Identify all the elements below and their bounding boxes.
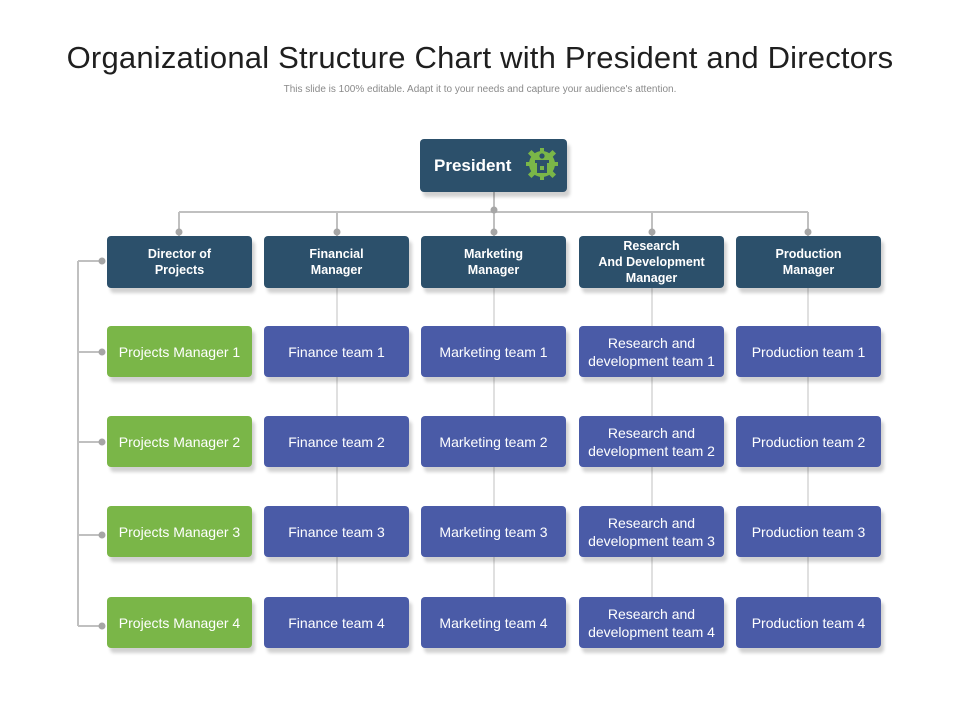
research-team-box: Research and development team 2 <box>579 416 724 467</box>
director-box-marketing: Marketing Manager <box>421 236 566 288</box>
marketing-team-box: Marketing team 3 <box>421 506 566 557</box>
marketing-team-box: Marketing team 4 <box>421 597 566 648</box>
podium-gear-icon <box>525 147 559 181</box>
page-title: Organizational Structure Chart with President and Directors <box>66 40 894 75</box>
page-subtitle: This slide is 100% editable. Adapt it to your needs and capture your audience's attention. <box>283 84 677 95</box>
marketing-team-box: Marketing team 2 <box>421 416 566 467</box>
research-team-box: Research and development team 1 <box>579 326 724 377</box>
projects-manager-box: Projects Manager 1 <box>107 326 252 377</box>
finance-team-box: Finance team 3 <box>264 506 409 557</box>
production-team-box: Production team 2 <box>736 416 881 467</box>
projects-manager-box: Projects Manager 3 <box>107 506 252 557</box>
finance-team-box: Finance team 4 <box>264 597 409 648</box>
projects-manager-box: Projects Manager 4 <box>107 597 252 648</box>
director-box-financial: Financial Manager <box>264 236 409 288</box>
finance-team-box: Finance team 2 <box>264 416 409 467</box>
director-box-projects: Director of Projects <box>107 236 252 288</box>
president-box <box>420 139 567 192</box>
production-team-box: Production team 1 <box>736 326 881 377</box>
research-team-box: Research and development team 4 <box>579 597 724 648</box>
marketing-team-box: Marketing team 1 <box>421 326 566 377</box>
production-team-box: Production team 3 <box>736 506 881 557</box>
production-team-box: Production team 4 <box>736 597 881 648</box>
director-box-production: Production Manager <box>736 236 881 288</box>
research-team-box: Research and development team 3 <box>579 506 724 557</box>
president-label: President <box>434 155 512 175</box>
director-box-research: Research And Development Manager <box>579 236 724 288</box>
finance-team-box: Finance team 1 <box>264 326 409 377</box>
projects-manager-box: Projects Manager 2 <box>107 416 252 467</box>
